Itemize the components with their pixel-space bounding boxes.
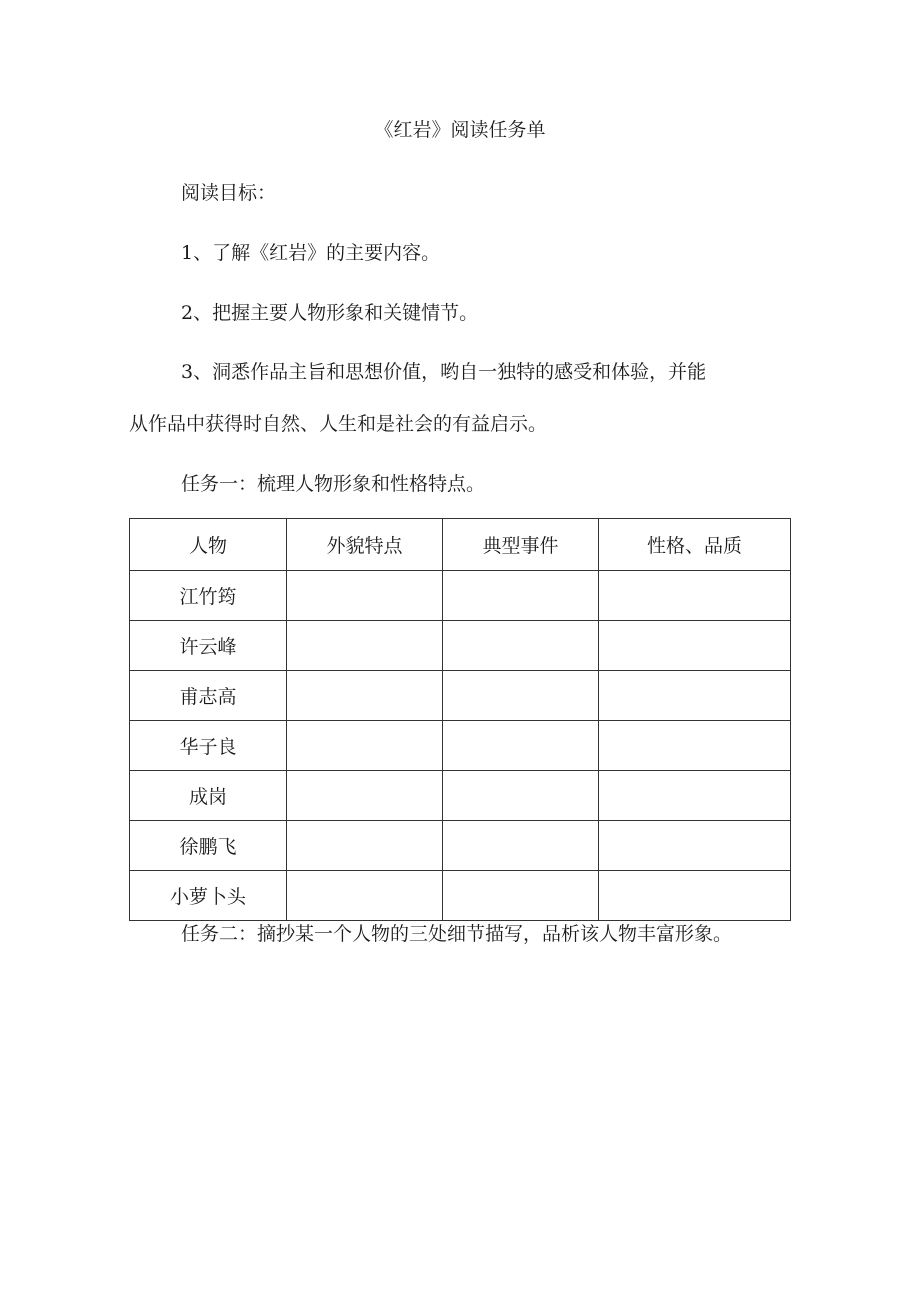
character-name: 华子良 [130,721,287,771]
table-row [130,871,791,921]
appearance-cell[interactable] [287,721,443,771]
personality-cell[interactable] [599,721,791,771]
appearance-cell[interactable] [287,571,443,621]
table-row [130,571,791,621]
character-table [129,518,791,921]
appearance-cell[interactable] [287,871,443,921]
events-cell[interactable] [443,771,599,821]
events-cell[interactable] [443,871,599,921]
table-header-row [130,519,791,571]
personality-cell[interactable] [599,771,791,821]
table-row [130,621,791,671]
header-personality: 性格、品质 [599,519,791,571]
character-name: 江竹筠 [130,571,287,621]
table-row [130,821,791,871]
character-name: 甫志高 [130,671,287,721]
personality-cell[interactable] [599,621,791,671]
character-name: 许云峰 [130,621,287,671]
events-cell[interactable] [443,571,599,621]
events-cell[interactable] [443,821,599,871]
appearance-cell[interactable] [287,671,443,721]
goal-item-2: 2、把握主要人物形象和关键情节。 [181,302,479,324]
goal-item-3-line-1: 3、洞悉作品主旨和思想价值，哟自一独特的感受和体验，并能 [181,361,707,383]
table-row [130,671,791,721]
character-name: 小萝卜头 [130,871,287,921]
appearance-cell[interactable] [287,621,443,671]
appearance-cell[interactable] [287,821,443,871]
page-title: 《红岩》阅读任务单 [374,119,546,141]
goals-heading: 阅读目标： [181,182,277,204]
table-row [130,771,791,821]
personality-cell[interactable] [599,671,791,721]
table-row [130,721,791,771]
events-cell[interactable] [443,721,599,771]
personality-cell[interactable] [599,821,791,871]
character-name: 徐鹏飞 [130,821,287,871]
goal-item-3-line-2: 从作品中获得时自然、人生和是社会的有益启示。 [129,413,548,435]
character-name: 成岗 [130,771,287,821]
header-appearance: 外貌特点 [287,519,443,571]
header-typical-events: 典型事件 [443,519,599,571]
personality-cell[interactable] [599,871,791,921]
personality-cell[interactable] [599,571,791,621]
header-character: 人物 [130,519,287,571]
appearance-cell[interactable] [287,771,443,821]
task-two-heading: 任务二：摘抄某一个人物的三处细节描写，品析该人物丰富形象。 [181,923,733,945]
task-one-heading: 任务一：梳理人物形象和性格特点。 [181,473,486,495]
events-cell[interactable] [443,671,599,721]
events-cell[interactable] [443,621,599,671]
goal-item-1: 1、了解《红岩》的主要内容。 [181,242,441,264]
